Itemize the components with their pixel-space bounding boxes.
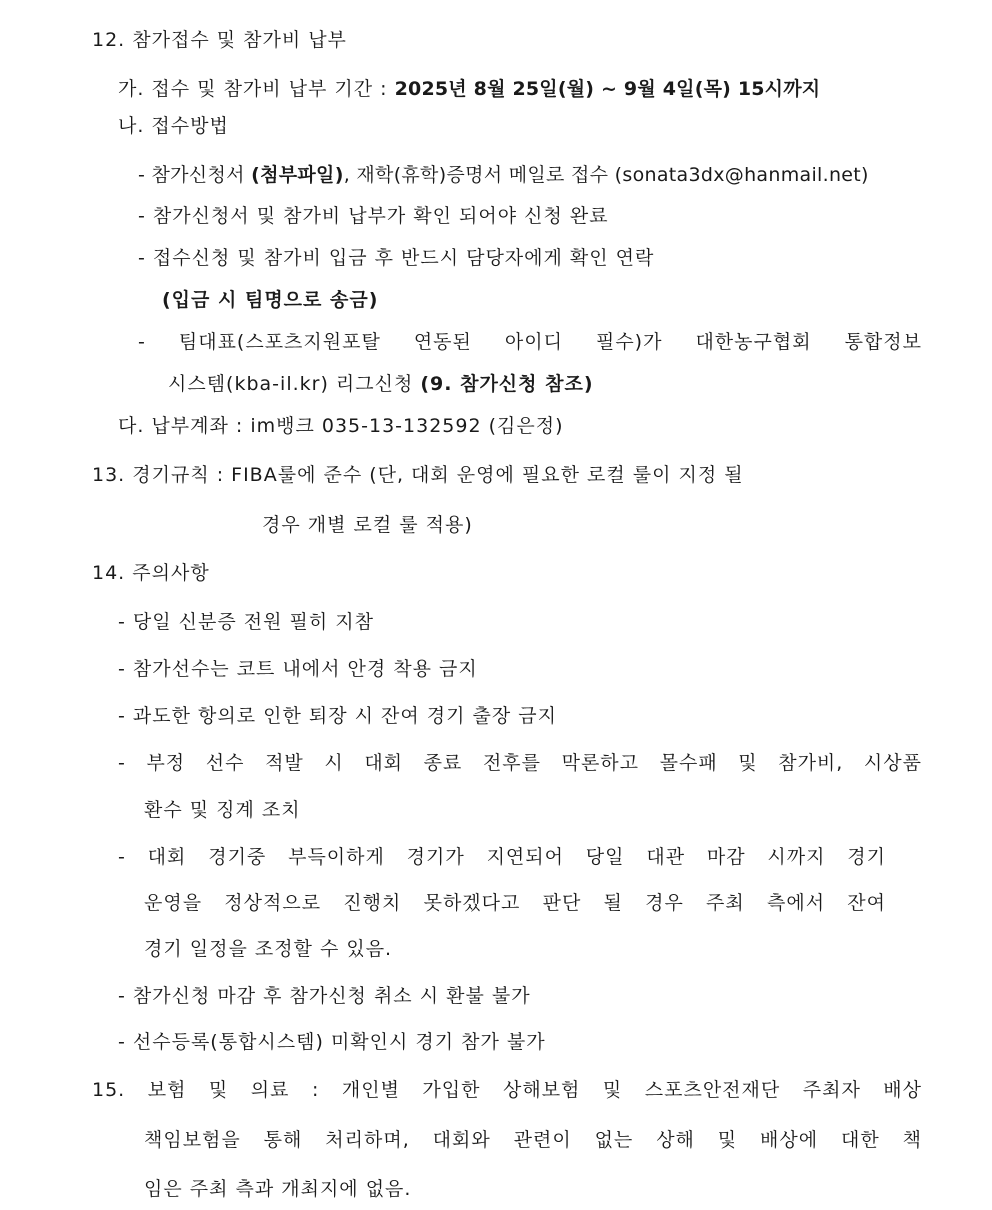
- caution-item-3: - 과도한 항의로 인한 퇴장 시 잔여 경기 출장 금지: [118, 705, 557, 727]
- caution-item-2: - 참가선수는 코트 내에서 안경 착용 금지: [118, 658, 478, 680]
- na-item-3: - 접수신청 및 참가비 입금 후 반드시 담당자에게 확인 연락: [138, 247, 655, 269]
- section-13-line-1: 13. 경기규칙 : FIBA룰에 준수 (단, 대회 운영에 필요한 로컬 룰이 지정 될: [92, 464, 744, 486]
- caution-item-1: - 당일 신분증 전원 필히 지참: [118, 611, 374, 633]
- caution-item-7: - 선수등록(통합시스템) 미확인시 경기 참가 불가: [118, 1031, 546, 1053]
- section-15-line-2: 책임보험을 통해 처리하며, 대회와 관련이 없는 상해 및 배상에 대한 책: [144, 1129, 922, 1151]
- caution-item-5-line-1: - 대회 경기중 부득이하게 경기가 지연되어 당일 대관 마감 시까지 경기: [118, 846, 886, 868]
- na-item-4-line-1: - 팀대표(스포츠지원포탈 연동된 아이디 필수)가 대한농구협회 통합정보: [138, 331, 922, 353]
- ga-label: 가. 접수 및 참가비 납부 기간 :: [118, 78, 395, 100]
- na-item-1-attachment: (첨부파일): [251, 164, 344, 186]
- section-14-heading: 14. 주의사항: [92, 562, 210, 584]
- na-item-1: [138, 162, 869, 188]
- na-item-3-note: (입금 시 팀명으로 송금): [162, 289, 379, 311]
- na-item-1-text-c: , 재학(휴학)증명서 메일로 접수 (: [343, 164, 623, 186]
- contact-email-link[interactable]: sonata3dx@hanmail.net: [622, 164, 862, 186]
- section-15-line-3: 임은 주최 측과 개최지에 없음.: [144, 1178, 412, 1200]
- na-item-1-text-a: - 참가신청서: [138, 164, 252, 186]
- section-13-line-2: 경우 개별 로컬 룰 적용): [262, 514, 473, 536]
- na-item-4-reference: (9. 참가신청 참조): [420, 373, 594, 395]
- na-item-2: - 참가신청서 및 참가비 납부가 확인 되어야 신청 완료: [138, 205, 609, 227]
- section-12-ga: [118, 76, 820, 102]
- ga-period: 2025년 8월 25일(월) ~ 9월 4일(목) 15시까지: [394, 78, 821, 100]
- caution-item-5-line-3: 경기 일정을 조정할 수 있음.: [144, 938, 393, 960]
- na-item-4-line-2: [168, 371, 594, 397]
- caution-item-4-line-2: 환수 및 징계 조치: [144, 799, 301, 821]
- caution-item-4-line-1: - 부정 선수 적발 시 대회 종료 전후를 막론하고 몰수패 및 참가비, 시상품: [118, 752, 922, 774]
- caution-item-5-line-2: 운영을 정상적으로 진행치 못하겠다고 판단 될 경우 주최 측에서 잔여: [144, 892, 886, 914]
- section-15-line-1: 15. 보험 및 의료 : 개인별 가입한 상해보험 및 스포츠안전재단 주최자 배상: [92, 1079, 922, 1101]
- na-item-4-text: 시스템(kba-il.kr) 리그신청: [168, 373, 421, 395]
- section-12-heading: 12. 참가접수 및 참가비 납부: [92, 29, 347, 51]
- caution-item-6: - 참가신청 마감 후 참가신청 취소 시 환불 불가: [118, 985, 531, 1007]
- na-item-1-text-d: ): [861, 164, 869, 186]
- section-12-na-label: 나. 접수방법: [118, 115, 229, 137]
- section-12-da: 다. 납부계좌 : im뱅크 035-13-132592 (김은정): [118, 415, 564, 437]
